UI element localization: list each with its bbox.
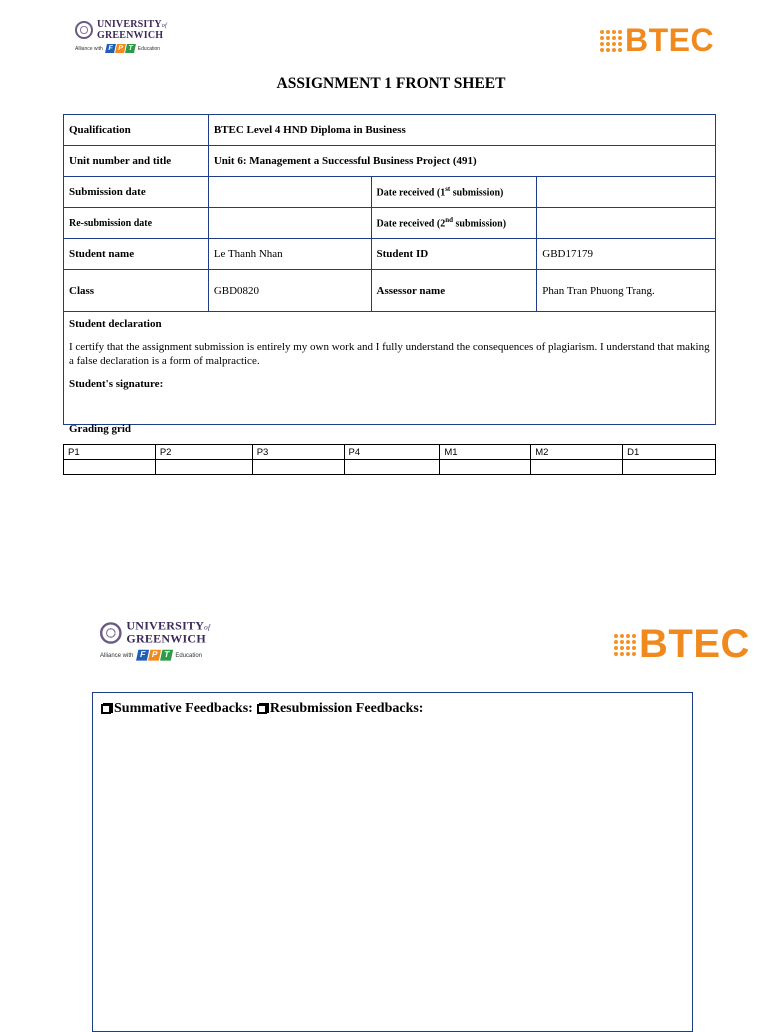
declaration-row (64, 312, 716, 425)
class-label: Class (64, 270, 209, 312)
btec-wordmark: BTEC (625, 22, 715, 58)
feedback-header (101, 701, 423, 717)
student-row (64, 239, 716, 270)
grade-cell-m2[interactable] (531, 460, 623, 475)
submission-date-value[interactable] (208, 177, 371, 208)
grade-header-d1: D1 (623, 445, 716, 460)
grading-grid-label: Grading grid (69, 423, 132, 435)
fpt-letter-f: F (136, 650, 149, 661)
fpt-letter-p: P (115, 44, 126, 53)
class-row (64, 270, 716, 312)
resubmission-date-label: Re-submission date (64, 208, 209, 239)
resubmission-date-value[interactable] (208, 208, 371, 239)
qualification-row (64, 115, 716, 146)
date-received-1-value[interactable] (537, 177, 716, 208)
declaration-cell (64, 312, 716, 425)
grade-cell-p1[interactable] (64, 460, 156, 475)
resubmission-feedback-label: Resubmission Feedbacks: (269, 701, 424, 716)
qualification-value: BTEC Level 4 HND Diploma in Business (208, 115, 715, 146)
grade-cell-p2[interactable] (155, 460, 252, 475)
alliance-line (75, 44, 167, 53)
student-name-label: Student name (64, 239, 209, 270)
declaration-heading: Student declaration (69, 318, 162, 330)
fpt-logo (137, 650, 172, 661)
unit-row (64, 146, 716, 177)
fpt-letter-p: P (148, 650, 161, 661)
alliance-text: Alliance with (100, 651, 134, 659)
qualification-label: Qualification (64, 115, 209, 146)
university-logo (75, 20, 167, 53)
university-seal-icon (75, 21, 93, 39)
btec-logo-page2 (614, 622, 750, 667)
submission-date-label: Submission date (64, 177, 209, 208)
university-name-line1: UNIVERSITY (97, 19, 162, 30)
grade-header-p3: P3 (252, 445, 344, 460)
resubmission-row (64, 208, 716, 239)
date-received-2-label: Date received (2nd submission) (371, 208, 537, 239)
btec-logo (600, 22, 714, 59)
grade-cell-m1[interactable] (440, 460, 531, 475)
grade-header-p1: P1 (64, 445, 156, 460)
university-logo-page2 (100, 621, 210, 661)
student-id-value[interactable]: GBD17179 (537, 239, 716, 270)
btec-wordmark: BTEC (639, 622, 750, 666)
grading-value-row (64, 460, 716, 475)
grade-cell-p3[interactable] (252, 460, 344, 475)
grading-grid-table (63, 444, 716, 475)
student-name-value[interactable]: Le Thanh Nhan (208, 239, 371, 270)
grade-header-p4: P4 (344, 445, 440, 460)
assessor-value[interactable]: Phan Tran Phuong Trang. (537, 270, 716, 312)
class-value[interactable]: GBD0820 (208, 270, 371, 312)
alliance-text: Alliance with (75, 45, 103, 52)
btec-dots-icon (600, 30, 622, 52)
fpt-letter-t: T (160, 650, 173, 661)
university-seal-icon (100, 622, 122, 644)
university-name-line2: GREENWICH (126, 633, 206, 647)
summative-feedback-label: Summative Feedbacks: (114, 701, 253, 716)
btec-dots-icon (614, 634, 636, 656)
grade-header-m1: M1 (440, 445, 531, 460)
grading-header-row (64, 445, 716, 460)
education-text: Education (175, 651, 203, 659)
university-name-line1: UNIVERSITY (126, 619, 205, 633)
assessor-label: Assessor name (371, 270, 537, 312)
date-received-1-label: Date received (1st submission) (371, 177, 537, 208)
signature-label: Student's signature: (69, 378, 164, 390)
university-name-line2: GREENWICH (97, 30, 164, 41)
unit-value: Unit 6: Management a Successful Business Project (491) (208, 146, 715, 177)
grade-header-p2: P2 (155, 445, 252, 460)
fpt-letter-t: T (125, 44, 136, 53)
education-text: Education (137, 45, 161, 52)
fpt-letter-f: F (105, 44, 116, 53)
submission-row (64, 177, 716, 208)
student-id-label: Student ID (371, 239, 537, 270)
alliance-line (100, 650, 210, 661)
fpt-logo (106, 44, 135, 53)
feedback-box[interactable] (92, 692, 693, 1032)
grade-header-m2: M2 (531, 445, 623, 460)
checkbox-icon[interactable] (257, 704, 267, 714)
page-title: ASSIGNMENT 1 FRONT SHEET (276, 75, 506, 92)
front-sheet-table (63, 114, 716, 425)
declaration-text: I certify that the assignment submission is entirely my own work and I fully understand the consequences of plagiarism. I understand that making a false declaration is a form of malpractice. (69, 341, 710, 367)
university-of: of (204, 624, 211, 632)
grade-cell-d1[interactable] (623, 460, 716, 475)
date-received-2-value[interactable] (537, 208, 716, 239)
unit-label: Unit number and title (64, 146, 209, 177)
university-of: of (161, 23, 167, 29)
checkbox-icon[interactable] (101, 704, 111, 714)
grade-cell-p4[interactable] (344, 460, 440, 475)
